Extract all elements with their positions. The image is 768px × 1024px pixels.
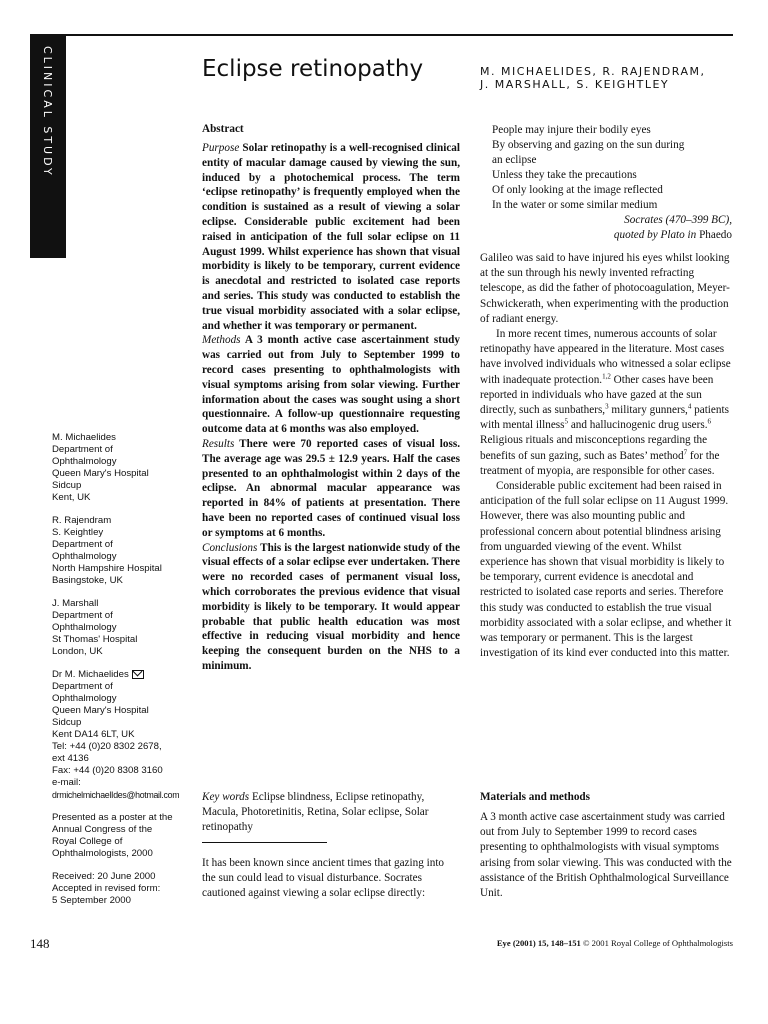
correspondence-line: Queen Mary's Hospital xyxy=(52,705,149,716)
correspondence-line: Department of xyxy=(52,681,113,692)
page-number: 148 xyxy=(30,936,50,951)
citation[interactable]: 4 xyxy=(687,402,692,411)
keywords-label: Key words xyxy=(202,791,250,803)
presentation-line: Royal College of xyxy=(52,836,123,847)
abstract-heading: Abstract xyxy=(202,123,244,135)
text-run: and hallucinogenic drug users. xyxy=(568,419,708,432)
copyright-notice: © 2001 Royal College of Ophthalmologists xyxy=(580,938,733,948)
materials-text: A 3 month active case ascertainment study was carried out from July to September 1999 to record cases presenting to ophthalmologists with visual symptoms arising from solar viewing. This was conducted with the assistance of the British Ophthalmological Surveillance Unit. xyxy=(480,811,732,900)
affiliation-line: Kent, UK xyxy=(52,492,91,503)
section-label: CLINICAL STUDY xyxy=(41,46,54,178)
presentation-note xyxy=(52,812,192,860)
purpose-label: Purpose xyxy=(202,142,240,154)
authors-line-2: J. MARSHALL, S. KEIGHTLEY xyxy=(480,78,670,91)
citation[interactable]: 1,2 xyxy=(602,371,611,380)
correspondence-line: e-mail: xyxy=(52,777,81,788)
correspondence-line: ext 4136 xyxy=(52,753,89,764)
quote-source-prefix: quoted by Plato in xyxy=(613,229,697,241)
affiliation-line: S. Keightley xyxy=(52,527,104,538)
affiliation-block xyxy=(52,598,192,658)
presentation-line: Ophthalmologists, 2000 xyxy=(52,848,153,859)
affiliations xyxy=(52,432,192,918)
authors-line-1: M. MICHAELIDES, R. RAJENDRAM, xyxy=(480,65,706,78)
affiliation-line: St Thomas' Hospital xyxy=(52,634,138,645)
received-dates xyxy=(52,871,192,907)
abstract-body xyxy=(202,141,460,674)
quote-attribution: Socrates (470–399 BC), xyxy=(624,214,732,226)
purpose-text: Solar retinopathy is a well-recognised clinical entity of macular damage caused by viewing the sun, induced by a photochemical process. The term ‘eclipse retinopathy’ is frequently employed when the condition is sustained as a result of viewing a solar eclipse. Considerable public excitement had been raised in anticipation of the full solar eclipse on 11 August 1999. Whilst experience has shown that visual morbidity is likely to be temporary, current evidence is anecdotal and restricted to isolated case reports and series. This study was conducted to establish the true visual morbidity associated with a solar eclipse, and whether it was temporary or permanent. xyxy=(202,142,460,332)
section-divider xyxy=(202,842,327,843)
intro-paragraph: It has been known since ancient times that gazing into the sun could lead to visual disturbance. Socrates cautioned against viewing a solar eclipse directly: xyxy=(202,857,445,899)
text-run: patients with mental illness xyxy=(480,404,729,432)
keywords-text: Eclipse blindness, Eclipse retinopathy, Macula, Photoretinitis, Retina, Solar eclipse, Solar retinopathy xyxy=(202,791,429,833)
methods-text: A 3 month active case ascertainment study was carried out from July to September 1999 to record cases presenting to ophthalmologists with visual symptoms arising from solar viewing. Further information about the cases was sought using a short questionnaire. A follow-up questionnaire requesting outcome data at 6 months was also employed. xyxy=(202,334,460,436)
text-run: for the treatment of myopia, are responsible for other cases. xyxy=(480,449,720,477)
affiliation-line: Ophthalmology xyxy=(52,456,117,467)
citation[interactable]: 3 xyxy=(605,402,609,411)
affiliation-line: Department of xyxy=(52,444,113,455)
affiliation-line: Ophthalmology xyxy=(52,622,117,633)
affiliation-line: London, UK xyxy=(52,646,103,657)
presentation-line: Presented as a poster at the xyxy=(52,812,173,823)
journal-citation: Eye (2001) 15, 148–151 xyxy=(496,938,581,948)
methods-label: Methods xyxy=(202,334,241,347)
materials-heading: Materials and methods xyxy=(480,791,591,803)
text-run: Religious rituals and misconceptions regarding the benefits of sun gazing, such as Bates’ method xyxy=(480,434,708,462)
presentation-line: Annual Congress of the xyxy=(52,824,153,835)
paragraph-eclipse-1999: Considerable public excitement had been raised in anticipation of the full solar eclipse on 11 August 1999. However, there was also mounting public and professional concern about potential blindness arising from unguarded viewing of the event. Whilst experience has shown that visual morbidity is likely to be temporary, current evidence is anecdotal and restricted to isolated case reports and series. Therefore this study was conducted to establish the true visual morbidity associated with a solar eclipse, and whether it was temporary or permanent. This is the largest investigation of its kind ever conducted into this matter. xyxy=(480,480,732,660)
correspondence-line: Sidcup xyxy=(52,717,82,728)
affiliation-line: Queen Mary's Hospital xyxy=(52,468,149,479)
quote-line: People may injure their bodily eyes xyxy=(492,124,651,136)
correspondence-line: Kent DA14 6LT, UK xyxy=(52,729,135,740)
quote-line: Of only looking at the image reflected xyxy=(492,184,663,196)
correspondence-line: Tel: +44 (0)20 8302 2678, xyxy=(52,741,162,752)
quote-source xyxy=(492,228,732,243)
affiliation-line: Sidcup xyxy=(52,480,82,491)
affiliation-line: Basingstoke, UK xyxy=(52,575,123,586)
socrates-quote xyxy=(492,123,732,243)
paragraph-galileo: Galileo was said to have injured his eyes whilst looking at the sun through his newly invented refracting telescope, as did the father of photocoagulation, Meyer-Schwickerath, when experimenting with the production of radiant energy. xyxy=(480,252,730,325)
affiliation-line: North Hampshire Hospital xyxy=(52,563,162,574)
keywords xyxy=(202,790,460,835)
received-line: Received: 20 June 2000 xyxy=(52,871,156,882)
journal-footer xyxy=(455,938,733,948)
citation[interactable]: 5 xyxy=(564,417,569,426)
results-label: Results xyxy=(202,437,235,450)
received-line: 5 September 2000 xyxy=(52,895,131,906)
affiliation-line: R. Rajendram xyxy=(52,515,112,526)
affiliation-line: Department of xyxy=(52,539,113,550)
quote-line: an eclipse xyxy=(492,154,537,166)
correspondence-line: Ophthalmology xyxy=(52,693,117,704)
author-list xyxy=(480,65,705,91)
paragraph-accounts xyxy=(480,327,732,479)
top-rule xyxy=(30,34,733,36)
conclusions-label: Conclusions xyxy=(202,541,258,554)
correspondence-block xyxy=(52,669,192,801)
quote-source-work: Phaedo xyxy=(699,229,732,241)
correspondence-line: Fax: +44 (0)20 8308 3160 xyxy=(52,765,163,776)
affiliation-block xyxy=(52,515,192,587)
email-address[interactable]: drmichelmichaelIdes@hotmail.com xyxy=(52,790,180,800)
section-sidebar xyxy=(30,36,66,258)
body-text-right xyxy=(480,251,732,661)
affiliation-line: M. Michaelides xyxy=(52,432,116,443)
quote-line: By observing and gazing on the sun during xyxy=(492,139,685,151)
results-text: There were 70 reported cases of visual loss. The average age was 29.5 ± 12.9 years. Half the cases presented to an ophthalmologist within 2 days of the eclipse. An abnormal macular appearance was reported in 84% of patients at presentation. There have been no reported cases of continued visual loss or symptoms at 6 months. xyxy=(202,437,460,539)
text-run: military gunners, xyxy=(608,404,688,417)
quote-line: In the water or some similar medium xyxy=(492,199,658,211)
article-title: Eclipse retinopathy xyxy=(202,56,424,82)
affiliation-line: Department of xyxy=(52,610,113,621)
citation[interactable]: 7 xyxy=(683,447,688,456)
correspondence-name xyxy=(52,669,192,681)
conclusions-text: This is the largest nationwide study of the visual effects of a solar eclipse ever undertaken. There were no recorded cases of permanent visual loss, which corroborates the previous evidence that visual morbidity is likely to be temporary. It would appear probable that public health education was most effective in reducing visual morbidity and hence keeping the consequent burden on the NHS to a minimum. xyxy=(202,541,460,672)
received-line: Accepted in revised form: xyxy=(52,883,161,894)
citation[interactable]: 6 xyxy=(707,417,712,426)
correspondence-name-text: Dr M. Michaelides xyxy=(52,669,129,680)
quote-line: Unless they take the precautions xyxy=(492,169,637,181)
affiliation-line: J. Marshall xyxy=(52,598,99,609)
affiliation-block xyxy=(52,432,192,504)
affiliation-line: Ophthalmology xyxy=(52,551,117,562)
envelope-icon xyxy=(132,670,144,679)
text-run: Other cases have been reported in individuals who have gazed at the sun directly, such as sunbathers, xyxy=(480,373,714,417)
text-run: In more recent times, numerous accounts of solar retinopathy have appeared in the literature. Most cases have involved individuals who witnessed a solar eclipse with inadequate protection. xyxy=(480,328,731,386)
